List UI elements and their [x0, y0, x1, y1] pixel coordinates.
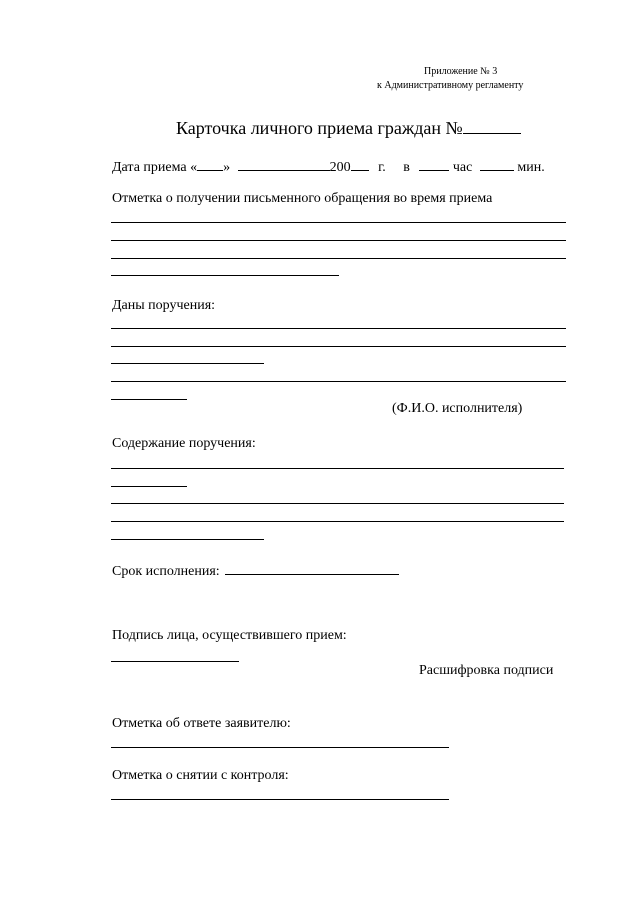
assignment-content-line-2[interactable] — [111, 486, 187, 487]
reply-mark-label: Отметка об ответе заявителю: — [112, 716, 291, 731]
assignments-line-1[interactable] — [111, 328, 566, 329]
card-number-field[interactable] — [463, 119, 521, 134]
written-appeal-label: Отметка о получении письменного обращения во время приема — [112, 191, 493, 206]
year-field[interactable] — [351, 156, 369, 171]
written-appeal-line-1[interactable] — [111, 222, 566, 223]
date-row — [112, 156, 545, 176]
assignment-content-label: Содержание поручения: — [112, 436, 256, 451]
assignment-content-line-4[interactable] — [111, 521, 564, 522]
signature-line[interactable] — [111, 661, 239, 662]
time-in-label: в — [403, 160, 410, 175]
minute-label: мин. — [517, 160, 545, 175]
executor-label: (Ф.И.О. исполнителя) — [392, 401, 523, 416]
assignment-content-line-5[interactable] — [111, 539, 264, 540]
control-removal-label: Отметка о снятии с контроля: — [112, 768, 289, 783]
month-field[interactable] — [238, 156, 330, 171]
appendix-line-1: Приложение № 3 — [424, 66, 498, 77]
control-removal-line[interactable] — [111, 799, 449, 800]
reply-mark-line[interactable] — [111, 747, 449, 748]
signature-decoding-label: Расшифровка подписи — [419, 663, 554, 678]
written-appeal-line-2[interactable] — [111, 240, 566, 241]
deadline-field[interactable] — [225, 560, 399, 575]
assignment-content-line-1[interactable] — [111, 468, 564, 469]
written-appeal-line-4[interactable] — [111, 275, 339, 276]
assignments-line-4[interactable] — [111, 381, 566, 382]
date-label: Дата приема — [112, 160, 187, 175]
minute-field[interactable] — [480, 156, 514, 171]
deadline-row — [112, 560, 399, 580]
assignment-content-line-3[interactable] — [111, 503, 564, 504]
page-title — [176, 118, 521, 139]
assignments-line-3[interactable] — [111, 363, 264, 364]
open-quote: « — [190, 160, 198, 175]
assignments-line-2[interactable] — [111, 346, 566, 347]
signature-label: Подпись лица, осуществившего прием: — [112, 628, 347, 643]
title-text: Карточка личного приема граждан № — [176, 118, 463, 138]
written-appeal-line-3[interactable] — [111, 258, 566, 259]
assignments-label: Даны поручения: — [112, 298, 216, 313]
year-suffix: г. — [378, 160, 386, 175]
close-quote: » — [223, 160, 231, 175]
assignments-line-5[interactable] — [111, 399, 187, 400]
year-prefix: 200 — [329, 160, 351, 175]
appendix-line-2: к Административному регламенту — [377, 80, 524, 91]
deadline-label: Срок исполнения: — [112, 564, 220, 579]
day-field[interactable] — [197, 156, 223, 171]
hour-field[interactable] — [419, 156, 449, 171]
hour-label: час — [452, 160, 473, 175]
